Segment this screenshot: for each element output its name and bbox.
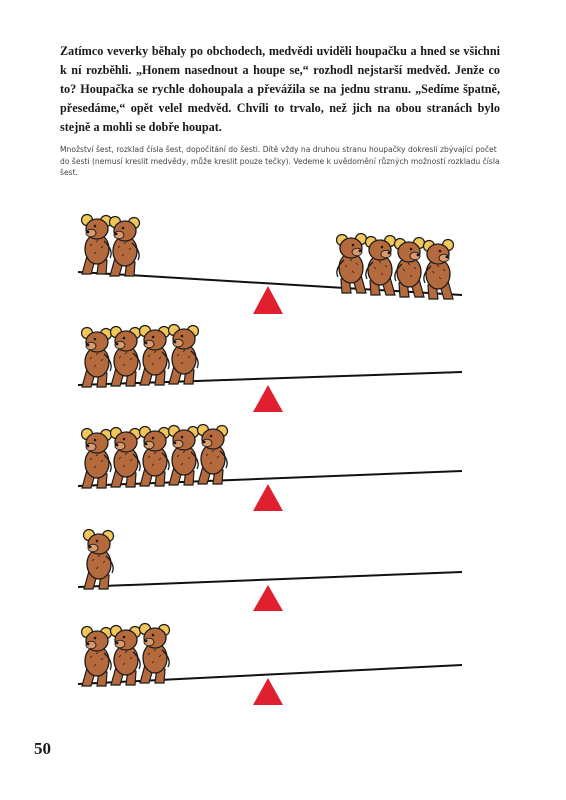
bear bbox=[84, 530, 114, 590]
seesaw-5-fulcrum bbox=[253, 678, 283, 705]
seesaw-3-fulcrum bbox=[253, 484, 283, 511]
story-paragraph: Zatímco veverky běhaly po obchodech, medvědi uviděli houpačku a hned se všichni k ní rozběhli. „Honem nasednout a houpe se,“ rozhodl nejstarší medvěd. Jenže co to? Houpačka se rychle dohoupala a převážila se na jednu stranu. „Sedíme špatně, přesedáme,“ opět velel medvěd. Chvíli to trvalo, než jich na obou stranách bylo stejně a mohli se dobře houpat. bbox=[60, 44, 500, 134]
seesaw-5 bbox=[78, 624, 462, 706]
seesaw-4-left-bears bbox=[84, 530, 114, 590]
seesaw-4-plank bbox=[78, 572, 462, 587]
seesaw-1 bbox=[78, 215, 462, 315]
seesaw-2-fulcrum bbox=[253, 385, 283, 412]
bear bbox=[366, 236, 396, 296]
seesaw-3-left-bears bbox=[82, 425, 228, 489]
bear bbox=[198, 425, 228, 485]
bear bbox=[140, 624, 170, 684]
page-number: 50 bbox=[34, 739, 51, 758]
bear bbox=[82, 429, 112, 489]
seesaw-2 bbox=[78, 325, 462, 413]
bear bbox=[424, 240, 454, 300]
seesaw-2-left-bears bbox=[82, 325, 199, 388]
bear bbox=[169, 325, 199, 385]
seesaw-1-left-bears bbox=[82, 215, 140, 277]
seesaw-4-fulcrum bbox=[253, 585, 283, 611]
bear bbox=[140, 427, 170, 487]
bear bbox=[169, 426, 199, 486]
bear bbox=[111, 428, 141, 488]
bear bbox=[395, 238, 425, 298]
bear bbox=[110, 217, 140, 277]
bear bbox=[111, 626, 141, 686]
teacher-note: Množství šest, rozklad čísla šest, dopočítání do šesti. Dítě vždy na druhou stranu houpačky dokreslí zbývající počet do šesti (nemusí kreslit medvědy, může kreslit pouze tečky). Vedeme k uvědomění různých možností rozkladu čísla šest. bbox=[60, 145, 500, 177]
bear bbox=[337, 234, 367, 294]
bear bbox=[140, 326, 170, 386]
seesaw-4 bbox=[78, 530, 462, 612]
bear bbox=[82, 328, 112, 388]
bear bbox=[111, 327, 141, 387]
seesaw-3 bbox=[78, 425, 462, 512]
bear bbox=[82, 627, 112, 687]
seesaw-1-fulcrum bbox=[253, 286, 283, 314]
seesaw-5-left-bears bbox=[82, 624, 170, 687]
bear bbox=[82, 215, 112, 275]
seesaw-exercises bbox=[0, 195, 566, 715]
